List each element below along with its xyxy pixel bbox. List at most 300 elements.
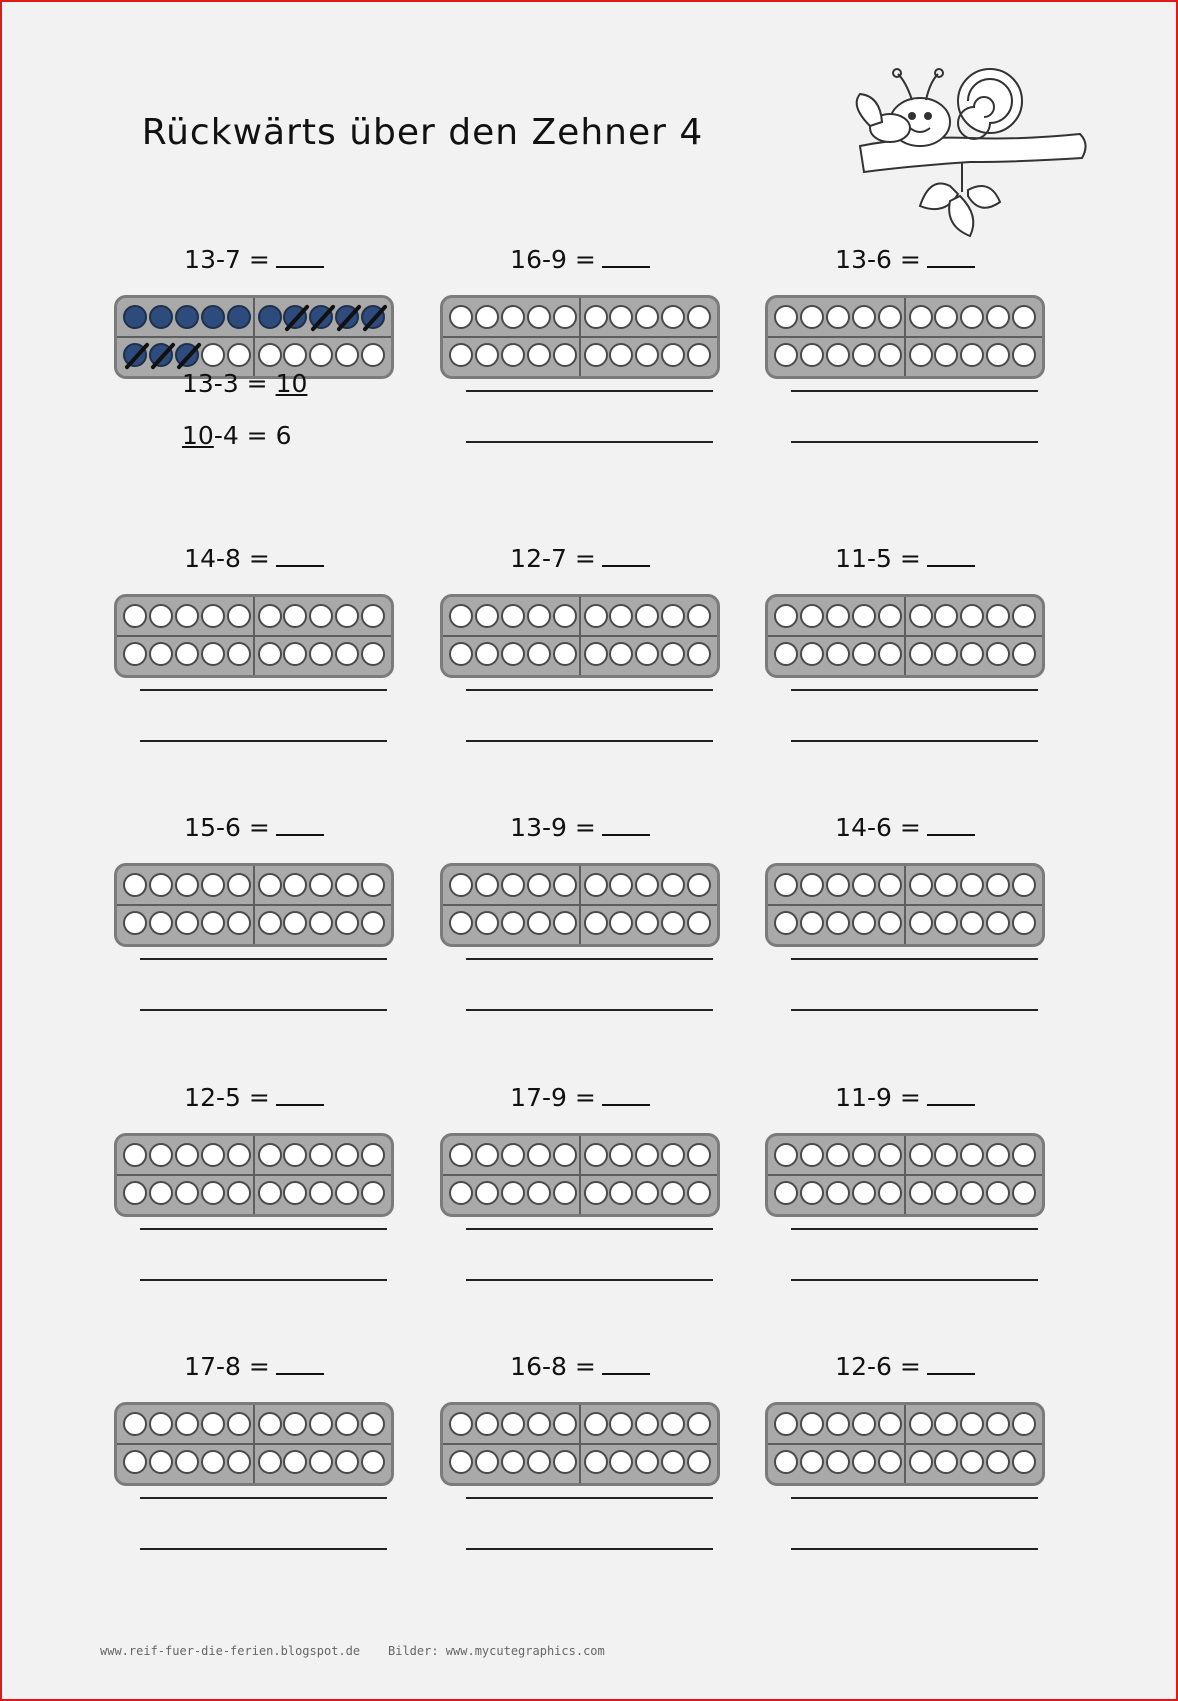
counter-empty[interactable] — [909, 343, 933, 367]
counter-empty[interactable] — [826, 911, 850, 935]
counter-empty[interactable] — [687, 305, 711, 329]
counter-empty[interactable] — [309, 1181, 333, 1205]
counter-empty[interactable] — [934, 911, 958, 935]
answer-blank[interactable] — [602, 1369, 650, 1375]
counter-empty[interactable] — [227, 1450, 251, 1474]
counter-empty[interactable] — [227, 1143, 251, 1167]
counter-empty[interactable] — [800, 873, 824, 897]
counter-empty[interactable] — [149, 1181, 173, 1205]
counter-empty[interactable] — [609, 873, 633, 897]
answer-line[interactable] — [466, 689, 713, 691]
counter-empty[interactable] — [1012, 642, 1036, 666]
counter-empty[interactable] — [800, 343, 824, 367]
answer-blank[interactable] — [927, 561, 975, 567]
counter-empty[interactable] — [609, 343, 633, 367]
counter-empty[interactable] — [149, 1412, 173, 1436]
counter-empty[interactable] — [501, 873, 525, 897]
counter-empty[interactable] — [774, 911, 798, 935]
counter-empty[interactable] — [1012, 343, 1036, 367]
counter-empty[interactable] — [449, 642, 473, 666]
counter-empty[interactable] — [909, 1450, 933, 1474]
counter-empty[interactable] — [201, 604, 225, 628]
counter-empty[interactable] — [635, 343, 659, 367]
counter-empty[interactable] — [800, 642, 824, 666]
counter-empty[interactable] — [687, 873, 711, 897]
counter-empty[interactable] — [283, 1450, 307, 1474]
counter-empty[interactable] — [826, 1181, 850, 1205]
counter-empty[interactable] — [335, 1450, 359, 1474]
counter-empty[interactable] — [309, 642, 333, 666]
counter-empty[interactable] — [635, 1450, 659, 1474]
counter-empty[interactable] — [661, 911, 685, 935]
counter-empty[interactable] — [609, 642, 633, 666]
counter-empty[interactable] — [584, 343, 608, 367]
counter-empty[interactable] — [584, 1143, 608, 1167]
counter-empty[interactable] — [909, 305, 933, 329]
answer-line[interactable] — [466, 1279, 713, 1281]
counter-empty[interactable] — [201, 1450, 225, 1474]
counter-empty[interactable] — [335, 873, 359, 897]
counter-empty[interactable] — [449, 1450, 473, 1474]
counter-empty[interactable] — [687, 604, 711, 628]
counter-empty[interactable] — [553, 305, 577, 329]
counter-empty[interactable] — [335, 911, 359, 935]
answer-line[interactable] — [791, 390, 1038, 392]
counter-empty[interactable] — [527, 911, 551, 935]
counter-empty[interactable] — [283, 1143, 307, 1167]
counter-empty[interactable] — [909, 642, 933, 666]
answer-line[interactable] — [140, 1279, 387, 1281]
counter-empty[interactable] — [175, 1181, 199, 1205]
counter-empty[interactable] — [475, 1143, 499, 1167]
counter-empty[interactable] — [201, 911, 225, 935]
counter-empty[interactable] — [584, 305, 608, 329]
counter-empty[interactable] — [800, 305, 824, 329]
counter-empty[interactable] — [449, 305, 473, 329]
counter-empty[interactable] — [449, 1181, 473, 1205]
counter-empty[interactable] — [553, 1181, 577, 1205]
counter-empty[interactable] — [527, 604, 551, 628]
counter-empty[interactable] — [361, 911, 385, 935]
counter-empty[interactable] — [149, 873, 173, 897]
counter-empty[interactable] — [687, 911, 711, 935]
counter-empty[interactable] — [878, 1143, 902, 1167]
counter-empty[interactable] — [227, 1181, 251, 1205]
counter-empty[interactable] — [258, 1450, 282, 1474]
counter-empty[interactable] — [449, 873, 473, 897]
counter-empty[interactable] — [553, 604, 577, 628]
counter-empty[interactable] — [475, 911, 499, 935]
counter-empty[interactable] — [201, 873, 225, 897]
counter-empty[interactable] — [501, 1412, 525, 1436]
counter-empty[interactable] — [361, 1181, 385, 1205]
counter-empty[interactable] — [309, 1143, 333, 1167]
counter-empty[interactable] — [475, 873, 499, 897]
counter-empty[interactable] — [878, 642, 902, 666]
counter-empty[interactable] — [283, 1412, 307, 1436]
counter-empty[interactable] — [1012, 305, 1036, 329]
counter-empty[interactable] — [1012, 1412, 1036, 1436]
counter-empty[interactable] — [361, 1450, 385, 1474]
counter-empty[interactable] — [123, 1181, 147, 1205]
counter-empty[interactable] — [258, 1181, 282, 1205]
counter-empty[interactable] — [501, 642, 525, 666]
counter-empty[interactable] — [527, 1450, 551, 1474]
counter-empty[interactable] — [584, 604, 608, 628]
counter-empty[interactable] — [661, 1181, 685, 1205]
counter-empty[interactable] — [175, 642, 199, 666]
counter-empty[interactable] — [201, 642, 225, 666]
counter-empty[interactable] — [909, 1143, 933, 1167]
counter-empty[interactable] — [986, 305, 1010, 329]
counter-empty[interactable] — [553, 1412, 577, 1436]
counter-empty[interactable] — [584, 642, 608, 666]
counter-empty[interactable] — [609, 1412, 633, 1436]
counter-empty[interactable] — [635, 873, 659, 897]
counter-empty[interactable] — [635, 604, 659, 628]
counter-empty[interactable] — [960, 604, 984, 628]
counter-empty[interactable] — [800, 1412, 824, 1436]
counter-empty[interactable] — [227, 642, 251, 666]
counter-empty[interactable] — [878, 343, 902, 367]
counter-empty[interactable] — [687, 343, 711, 367]
counter-empty[interactable] — [335, 642, 359, 666]
counter-empty[interactable] — [774, 305, 798, 329]
counter-empty[interactable] — [960, 1412, 984, 1436]
counter-empty[interactable] — [852, 1181, 876, 1205]
counter-empty[interactable] — [475, 1412, 499, 1436]
counter-empty[interactable] — [501, 1181, 525, 1205]
counter-empty[interactable] — [909, 1412, 933, 1436]
answer-line[interactable] — [140, 1228, 387, 1230]
answer-line[interactable] — [791, 689, 1038, 691]
counter-empty[interactable] — [960, 1450, 984, 1474]
counter-empty[interactable] — [878, 1181, 902, 1205]
counter-empty[interactable] — [449, 911, 473, 935]
counter-empty[interactable] — [553, 1450, 577, 1474]
counter-empty[interactable] — [309, 604, 333, 628]
counter-empty[interactable] — [986, 343, 1010, 367]
answer-line[interactable] — [140, 740, 387, 742]
counter-empty[interactable] — [986, 873, 1010, 897]
counter-empty[interactable] — [149, 604, 173, 628]
counter-empty[interactable] — [449, 604, 473, 628]
counter-empty[interactable] — [986, 911, 1010, 935]
counter-empty[interactable] — [687, 1412, 711, 1436]
answer-blank[interactable] — [602, 561, 650, 567]
answer-line[interactable] — [140, 1497, 387, 1499]
counter-empty[interactable] — [584, 873, 608, 897]
answer-blank[interactable] — [602, 1100, 650, 1106]
counter-empty[interactable] — [175, 873, 199, 897]
counter-empty[interactable] — [774, 1181, 798, 1205]
counter-empty[interactable] — [1012, 873, 1036, 897]
counter-empty[interactable] — [123, 1412, 147, 1436]
counter-empty[interactable] — [149, 642, 173, 666]
answer-blank[interactable] — [276, 561, 324, 567]
answer-line[interactable] — [791, 1228, 1038, 1230]
counter-empty[interactable] — [175, 604, 199, 628]
answer-line[interactable] — [466, 1497, 713, 1499]
answer-line[interactable] — [140, 958, 387, 960]
counter-empty[interactable] — [934, 305, 958, 329]
counter-empty[interactable] — [227, 604, 251, 628]
counter-empty[interactable] — [1012, 604, 1036, 628]
counter-empty[interactable] — [501, 1143, 525, 1167]
counter-empty[interactable] — [361, 873, 385, 897]
counter-empty[interactable] — [934, 1450, 958, 1474]
counter-empty[interactable] — [800, 1181, 824, 1205]
counter-empty[interactable] — [584, 911, 608, 935]
counter-empty[interactable] — [800, 911, 824, 935]
counter-empty[interactable] — [852, 343, 876, 367]
counter-empty[interactable] — [960, 1181, 984, 1205]
counter-empty[interactable] — [774, 642, 798, 666]
counter-empty[interactable] — [501, 911, 525, 935]
counter-empty[interactable] — [934, 1143, 958, 1167]
counter-empty[interactable] — [584, 1181, 608, 1205]
answer-line[interactable] — [791, 740, 1038, 742]
counter-empty[interactable] — [826, 305, 850, 329]
counter-empty[interactable] — [527, 305, 551, 329]
counter-empty[interactable] — [934, 343, 958, 367]
counter-empty[interactable] — [361, 1412, 385, 1436]
counter-empty[interactable] — [258, 1143, 282, 1167]
answer-line[interactable] — [466, 958, 713, 960]
answer-blank[interactable] — [276, 1369, 324, 1375]
counter-empty[interactable] — [878, 911, 902, 935]
counter-empty[interactable] — [527, 1181, 551, 1205]
answer-blank[interactable] — [927, 262, 975, 268]
counter-empty[interactable] — [123, 604, 147, 628]
counter-empty[interactable] — [361, 642, 385, 666]
counter-empty[interactable] — [774, 1143, 798, 1167]
counter-empty[interactable] — [960, 343, 984, 367]
counter-empty[interactable] — [852, 604, 876, 628]
answer-line[interactable] — [466, 441, 713, 443]
counter-empty[interactable] — [553, 642, 577, 666]
counter-empty[interactable] — [227, 873, 251, 897]
counter-empty[interactable] — [826, 1450, 850, 1474]
counter-empty[interactable] — [609, 911, 633, 935]
counter-empty[interactable] — [826, 604, 850, 628]
counter-empty[interactable] — [201, 1412, 225, 1436]
counter-empty[interactable] — [1012, 1181, 1036, 1205]
counter-empty[interactable] — [309, 1412, 333, 1436]
answer-line[interactable] — [791, 1009, 1038, 1011]
counter-empty[interactable] — [934, 1412, 958, 1436]
counter-empty[interactable] — [123, 1450, 147, 1474]
counter-empty[interactable] — [986, 1412, 1010, 1436]
answer-blank[interactable] — [276, 830, 324, 836]
counter-empty[interactable] — [774, 1450, 798, 1474]
counter-empty[interactable] — [123, 1143, 147, 1167]
counter-empty[interactable] — [661, 642, 685, 666]
counter-empty[interactable] — [909, 873, 933, 897]
counter-empty[interactable] — [661, 873, 685, 897]
counter-empty[interactable] — [175, 1412, 199, 1436]
counter-empty[interactable] — [553, 1143, 577, 1167]
counter-empty[interactable] — [335, 1181, 359, 1205]
counter-empty[interactable] — [584, 1450, 608, 1474]
counter-empty[interactable] — [661, 305, 685, 329]
answer-line[interactable] — [791, 441, 1038, 443]
counter-empty[interactable] — [909, 604, 933, 628]
counter-empty[interactable] — [553, 873, 577, 897]
counter-empty[interactable] — [609, 1181, 633, 1205]
counter-empty[interactable] — [527, 642, 551, 666]
counter-empty[interactable] — [501, 1450, 525, 1474]
counter-empty[interactable] — [258, 1412, 282, 1436]
counter-empty[interactable] — [687, 642, 711, 666]
answer-line[interactable] — [791, 1548, 1038, 1550]
counter-empty[interactable] — [986, 642, 1010, 666]
counter-empty[interactable] — [175, 1450, 199, 1474]
counter-empty[interactable] — [909, 1181, 933, 1205]
counter-empty[interactable] — [826, 1143, 850, 1167]
counter-empty[interactable] — [335, 1143, 359, 1167]
counter-empty[interactable] — [934, 1181, 958, 1205]
counter-empty[interactable] — [687, 1181, 711, 1205]
counter-empty[interactable] — [475, 305, 499, 329]
counter-empty[interactable] — [123, 642, 147, 666]
counter-empty[interactable] — [635, 642, 659, 666]
counter-empty[interactable] — [960, 911, 984, 935]
counter-empty[interactable] — [283, 873, 307, 897]
counter-empty[interactable] — [335, 604, 359, 628]
counter-empty[interactable] — [878, 873, 902, 897]
counter-empty[interactable] — [149, 911, 173, 935]
answer-line[interactable] — [140, 689, 387, 691]
counter-empty[interactable] — [960, 642, 984, 666]
counter-empty[interactable] — [635, 1412, 659, 1436]
counter-empty[interactable] — [826, 343, 850, 367]
counter-empty[interactable] — [584, 1412, 608, 1436]
answer-blank[interactable] — [927, 1100, 975, 1106]
counter-empty[interactable] — [661, 1412, 685, 1436]
counter-empty[interactable] — [149, 1143, 173, 1167]
counter-empty[interactable] — [475, 1181, 499, 1205]
counter-empty[interactable] — [661, 1143, 685, 1167]
counter-empty[interactable] — [635, 1143, 659, 1167]
counter-empty[interactable] — [878, 305, 902, 329]
counter-empty[interactable] — [852, 873, 876, 897]
counter-empty[interactable] — [227, 911, 251, 935]
counter-empty[interactable] — [852, 1143, 876, 1167]
counter-empty[interactable] — [878, 1450, 902, 1474]
counter-empty[interactable] — [960, 873, 984, 897]
counter-empty[interactable] — [475, 1450, 499, 1474]
counter-empty[interactable] — [449, 1143, 473, 1167]
counter-empty[interactable] — [878, 1412, 902, 1436]
counter-empty[interactable] — [201, 1143, 225, 1167]
answer-blank[interactable] — [276, 1100, 324, 1106]
counter-empty[interactable] — [527, 343, 551, 367]
counter-empty[interactable] — [934, 604, 958, 628]
counter-empty[interactable] — [826, 1412, 850, 1436]
answer-line[interactable] — [140, 1009, 387, 1011]
counter-empty[interactable] — [774, 604, 798, 628]
counter-empty[interactable] — [227, 1412, 251, 1436]
answer-blank[interactable] — [602, 262, 650, 268]
counter-empty[interactable] — [609, 305, 633, 329]
counter-empty[interactable] — [258, 873, 282, 897]
counter-empty[interactable] — [501, 343, 525, 367]
answer-blank[interactable] — [602, 830, 650, 836]
counter-empty[interactable] — [800, 604, 824, 628]
counter-empty[interactable] — [960, 1143, 984, 1167]
counter-empty[interactable] — [553, 911, 577, 935]
counter-empty[interactable] — [635, 911, 659, 935]
counter-empty[interactable] — [475, 343, 499, 367]
counter-empty[interactable] — [1012, 1143, 1036, 1167]
counter-empty[interactable] — [283, 911, 307, 935]
counter-empty[interactable] — [878, 604, 902, 628]
counter-empty[interactable] — [986, 1181, 1010, 1205]
counter-empty[interactable] — [609, 1450, 633, 1474]
counter-empty[interactable] — [258, 604, 282, 628]
counter-empty[interactable] — [309, 911, 333, 935]
answer-line[interactable] — [466, 1009, 713, 1011]
counter-empty[interactable] — [774, 343, 798, 367]
counter-empty[interactable] — [361, 1143, 385, 1167]
counter-empty[interactable] — [852, 1412, 876, 1436]
counter-empty[interactable] — [283, 1181, 307, 1205]
counter-empty[interactable] — [309, 1450, 333, 1474]
counter-empty[interactable] — [475, 642, 499, 666]
counter-empty[interactable] — [687, 1450, 711, 1474]
counter-empty[interactable] — [635, 305, 659, 329]
counter-empty[interactable] — [553, 343, 577, 367]
counter-empty[interactable] — [449, 1412, 473, 1436]
counter-empty[interactable] — [609, 604, 633, 628]
counter-empty[interactable] — [934, 873, 958, 897]
answer-line[interactable] — [466, 1228, 713, 1230]
counter-empty[interactable] — [609, 1143, 633, 1167]
counter-empty[interactable] — [800, 1450, 824, 1474]
counter-empty[interactable] — [123, 911, 147, 935]
counter-empty[interactable] — [475, 604, 499, 628]
counter-empty[interactable] — [123, 873, 147, 897]
counter-empty[interactable] — [774, 873, 798, 897]
counter-empty[interactable] — [527, 1412, 551, 1436]
answer-line[interactable] — [466, 740, 713, 742]
counter-empty[interactable] — [258, 911, 282, 935]
counter-empty[interactable] — [960, 305, 984, 329]
answer-blank[interactable] — [276, 262, 324, 268]
counter-empty[interactable] — [527, 1143, 551, 1167]
counter-empty[interactable] — [852, 911, 876, 935]
answer-line[interactable] — [791, 958, 1038, 960]
counter-empty[interactable] — [986, 604, 1010, 628]
counter-empty[interactable] — [175, 1143, 199, 1167]
counter-empty[interactable] — [826, 873, 850, 897]
answer-line[interactable] — [791, 1497, 1038, 1499]
counter-empty[interactable] — [258, 642, 282, 666]
answer-line[interactable] — [140, 1548, 387, 1550]
counter-empty[interactable] — [826, 642, 850, 666]
counter-empty[interactable] — [201, 1181, 225, 1205]
answer-line[interactable] — [466, 1548, 713, 1550]
answer-blank[interactable] — [927, 830, 975, 836]
counter-empty[interactable] — [361, 604, 385, 628]
counter-empty[interactable] — [986, 1143, 1010, 1167]
counter-empty[interactable] — [501, 604, 525, 628]
counter-empty[interactable] — [175, 911, 199, 935]
counter-empty[interactable] — [1012, 1450, 1036, 1474]
counter-empty[interactable] — [309, 873, 333, 897]
counter-empty[interactable] — [852, 1450, 876, 1474]
